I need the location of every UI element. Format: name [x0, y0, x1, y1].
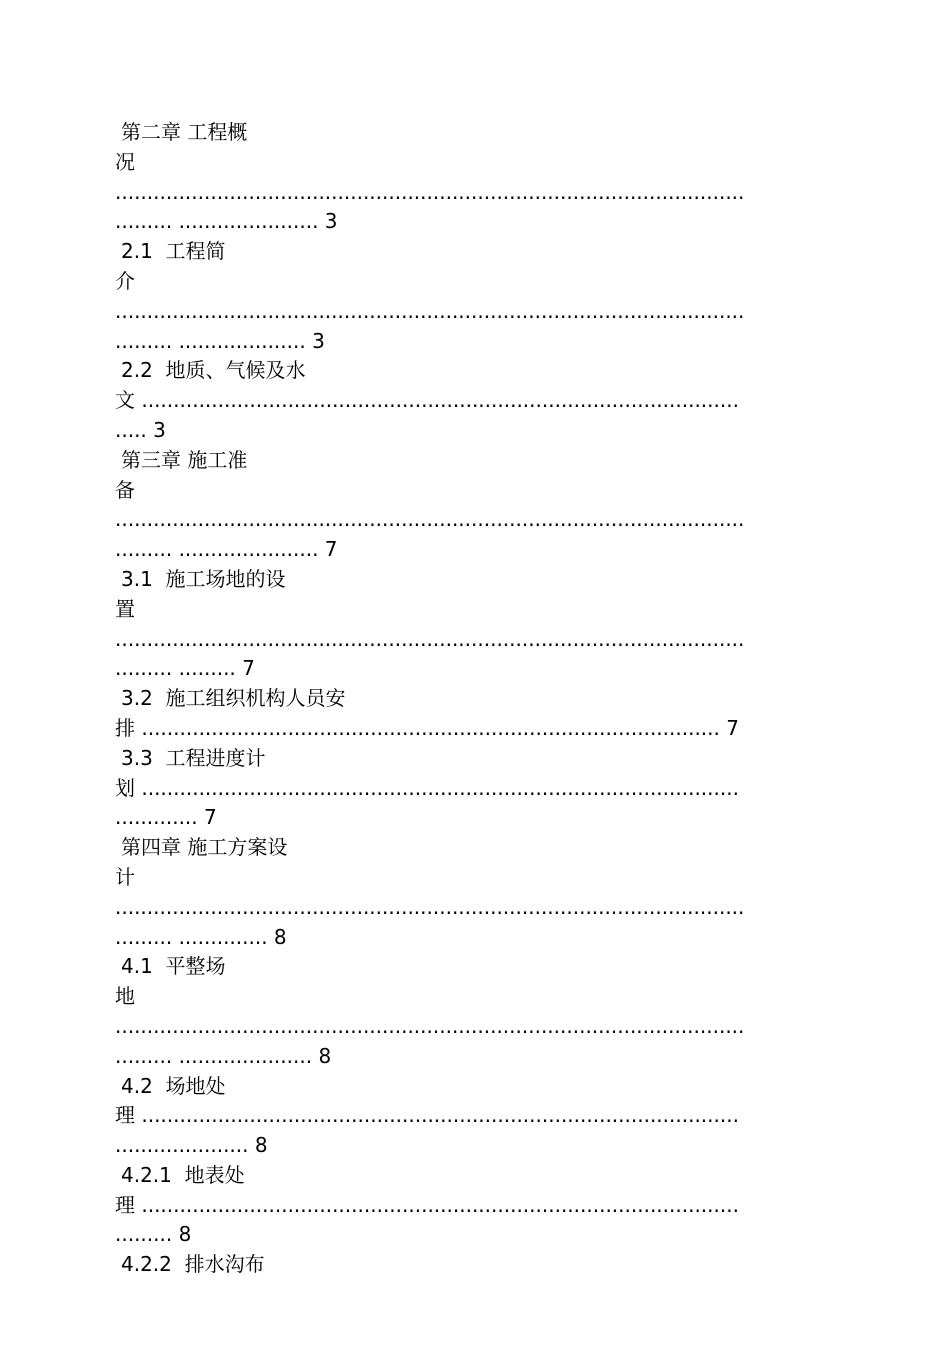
toc-heading: 2.2 地质、气候及水 [121, 358, 306, 383]
toc-leader: ................................................................................................... [115, 626, 745, 651]
toc-page-ref: ............. 7 [115, 805, 217, 830]
toc-leader: ................................................................................................... [115, 1013, 745, 1038]
toc-heading: 4.2 场地处 [121, 1073, 226, 1098]
toc-heading: 第四章 施工方案设 [121, 835, 288, 860]
toc-leader: 理 .............................................................................................. [115, 1103, 739, 1128]
toc-leader: 划 .............................................................................................. [115, 775, 739, 800]
toc-page-ref: ..................... 8 [115, 1133, 268, 1158]
toc-page-ref: ..... 3 [115, 417, 166, 442]
toc-line: 介 [115, 268, 135, 293]
toc-heading: 第三章 施工准 [121, 447, 248, 472]
toc-heading: 4.2.1 地表处 [121, 1162, 245, 1187]
toc-line: 况 [115, 149, 135, 174]
toc-page-ref: ......... ...................... 7 [115, 537, 338, 562]
toc-page-ref: ......... .............. 8 [115, 924, 287, 949]
toc-page-ref: ......... ...................... 3 [115, 209, 338, 234]
toc-heading: 第二章 工程概 [121, 120, 248, 144]
toc-heading: 3.2 施工组织机构人员安 [121, 686, 346, 711]
toc-heading: 3.1 施工场地的设 [121, 566, 286, 591]
toc-leader: ................................................................................................... [115, 179, 745, 204]
toc-leader: 文 .............................................................................................. [115, 388, 739, 413]
toc-leader: ................................................................................................... [115, 894, 745, 919]
toc-leader: ................................................................................................... [115, 507, 745, 532]
toc-page-ref: ......... ..................... 8 [115, 1043, 332, 1068]
table-of-contents [115, 118, 860, 1280]
toc-page-ref: 排 ........................................................................................... 7 [115, 715, 739, 740]
toc-line: 置 [115, 596, 135, 621]
toc-heading: 3.3 工程进度计 [121, 745, 266, 770]
toc-page-ref: ......... .................... 3 [115, 328, 325, 353]
toc-heading: 4.2.2 排水沟布 [121, 1252, 265, 1277]
toc-line: 计 [115, 864, 135, 889]
toc-leader: 理 .............................................................................................. [115, 1192, 739, 1217]
toc-page-ref: ......... ......... 7 [115, 656, 255, 681]
toc-line: 备 [115, 477, 135, 502]
toc-heading: 2.1 工程简 [121, 239, 226, 264]
toc-line: 地 [115, 984, 135, 1009]
toc-page-ref: ......... 8 [115, 1222, 192, 1247]
toc-leader: ................................................................................................... [115, 298, 745, 323]
toc-heading: 4.1 平整场 [121, 954, 226, 979]
